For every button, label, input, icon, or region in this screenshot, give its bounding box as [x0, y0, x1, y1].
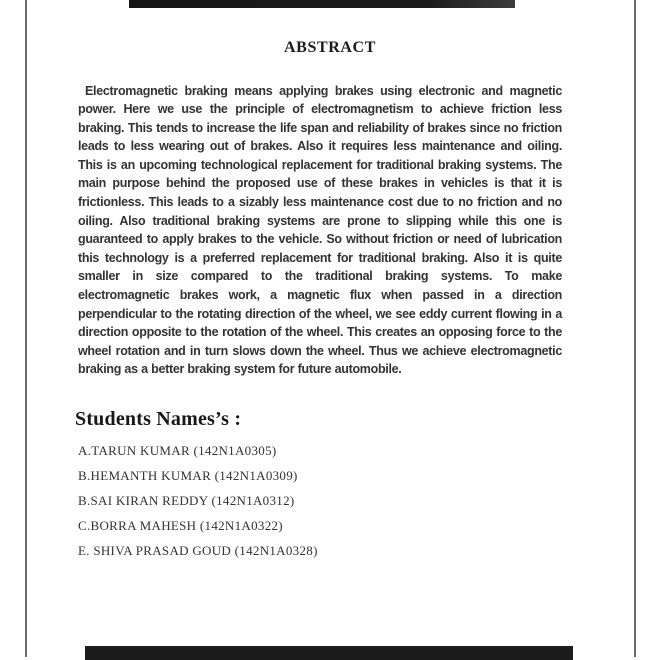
- student-name: C.BORRA MAHESH (142N1A0322): [78, 518, 283, 533]
- student-name: B.HEMANTH KUMAR (142N1A0309): [78, 468, 298, 483]
- page-frame-border-right: [634, 0, 636, 657]
- page-frame-border-left: [25, 0, 27, 657]
- student-name: E. SHIVA PRASAD GOUD (142N1A0328): [78, 543, 318, 558]
- redacted-footer-bar: [85, 646, 573, 660]
- student-name: A.TARUN KUMAR (142N1A0305): [78, 443, 277, 458]
- redacted-title-bar: [129, 0, 515, 8]
- student-name: B.SAI KIRAN REDDY (142N1A0312): [78, 493, 295, 508]
- abstract-heading: ABSTRACT: [284, 39, 376, 56]
- abstract-paragraph: Electromagnetic braking means applying brakes using electronic and magnetic power. Here we use the principle of electromagnetism to achieve friction less braking. This tends to increase the life span and reliability of brakes since no friction leads to less wearing out of brakes. Also it requires less maintenance and oiling. This is an upcoming technological replacement for traditional braking systems. The main purpose behind the proposed use of these brakes in vehicles is that it is frictionless. This leads to a sizably less maintenance cost due to no friction and no oiling. Also traditional braking systems are prone to slipping while this one is guaranteed to apply brakes to the vehicle. So without friction or need of lubrication this technology is a preferred replacement for traditional braking. Also it is quite smaller in size compared to the traditional braking systems. To make electromagnetic brakes work, a magnetic flux when passed in a direction perpendicular to the rotating direction of the wheel, we see eddy current flowing in a direction opposite to the rotation of the wheel. This creates an opposing force to the wheel rotation and in turn slows down the wheel. Thus we achieve electromagnetic braking as a better braking system for future automobile.: [78, 83, 562, 377]
- students-names-heading: Students Names’s :: [75, 408, 242, 430]
- students-name-list: [78, 438, 318, 563]
